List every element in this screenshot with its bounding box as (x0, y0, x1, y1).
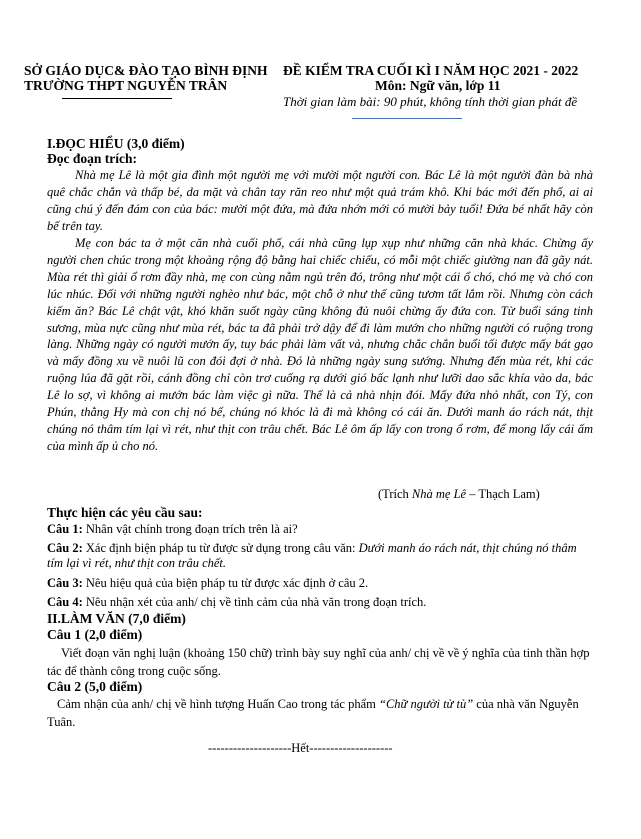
exam-duration: Thời gian làm bài: 90 phút, không tính thời gian phát đề (283, 94, 578, 109)
question-1-text: Nhân vật chính trong đoạn trích trên là ai? (82, 522, 298, 536)
questions-heading: Thực hiện các yêu cầu sau: (47, 505, 203, 520)
question-1 (47, 522, 593, 537)
writing-heading: II.LÀM VĂN (7,0 điểm) (47, 611, 186, 626)
passage-paragraph-2: Mẹ con bác ta ở một căn nhà cuối phố, cái nhà cũng lụp xụp như những căn nhà khác. Chừng ấy người chen chúc trong một khoảng rộng độ bằng hai chiếc chiếu, có mỗi một chiếc giường nan đã gãy nát. Mùa rét thì giải ổ rơm đầy nhà, mẹ con cùng nằm ngủ trên đó, trông như một cái ổ chó, chó mẹ và chó con lúc nhúc. Đối với những người nghèo như bác, một chỗ ở như thế cũng tươm tất lắm rồi. Nhưng còn cách kiếm ăn? Bác Lê chật vật, khó khăn suốt ngày cũng không đủ nuôi chừng ấy đứa con. Từ buổi sáng tinh sương, mùa nực cũng như mùa rét, bác ta đã phải trở dậy để đi làm mướn cho những người có ruộng trong làng. Những ngày có người mướn ấy, tuy bác phải làm vất vả, nhưng chắc chắn buổi tối được mấy bát gạo và mấy đồng xu về nuôi lũ con đói đợi ở nhà. Đó là những ngày sung sướng. Nhưng đến mùa rét, khi các ruộng lúa đã gặt rồi, cánh đồng chỉ còn trơ cuống rạ dưới gió bấc lạnh như lưỡi dao sắc khía vào da, bác Lê lo sợ, vì không ai mướn bác làm việc gì nữa. Thế là cả nhà nhịn đói. Mấy đứa nhỏ nhất, con Tý, con Phún, thằng Hy mà con chị nó bế, chúng nó khóc lả đi mà không có cái ăn. Dưới manh áo rách nát, thịt chúng nó thâm tím lại vì rét, như thịt con trâu chết. Bác Lê ôm ấp lấy con trong ổ rơm, để mong lấy cái ấm của mình ấp ủ cho nó. (47, 236, 593, 453)
end-mark: --------------------Hết-------------------- (208, 741, 393, 755)
department-name: SỞ GIÁO DỤC& ĐÀO TẠO BÌNH ĐỊNH (24, 63, 268, 78)
writing-question-1-text: Viết đoạn văn nghị luận (khoảng 150 chữ) trình bày suy nghĩ của anh/ chị về về ý nghĩa của tinh thần hợp tác để thành công trong cuộc sống. (47, 646, 590, 678)
question-2-text: Xác định biện pháp tu từ được sử dụng trong câu văn: (82, 541, 359, 555)
writing-question-1-heading: Câu 1 (2,0 điểm) (47, 627, 143, 642)
question-4 (47, 595, 593, 610)
header-right-divider (352, 118, 462, 119)
school-name: TRƯỜNG THPT NGUYỄN TRÂN (24, 78, 228, 93)
question-4-label: Câu 4: (47, 595, 83, 609)
writing-question-2-text-b: của nhà văn Nguyễn Tuân. (47, 697, 579, 729)
citation-title: Nhà mẹ Lê (411, 487, 467, 501)
writing-question-2-heading: Câu 2 (5,0 điểm) (47, 679, 143, 694)
question-1-label: Câu 1: (47, 522, 83, 536)
question-3 (47, 576, 593, 591)
question-4-text: Nêu nhận xét của anh/ chị về tình cảm của nhà văn trong đoạn trích. (82, 595, 427, 609)
question-3-label: Câu 3: (47, 576, 83, 590)
writing-question-2-text-a: Cảm nhận của anh/ chị về hình tượng Huấn Cao trong tác phẩm (57, 697, 379, 711)
citation-prefix: (Trích (378, 487, 412, 501)
passage-paragraph-1: Nhà mẹ Lê là một gia đình một người mẹ với mười một người con. Bác Lê là một người đàn bà nhà quê chắc chắn và thấp bé, da mặt và chân tay răn reo như một quả trám khô. Khi bác mới đến phố, ai ai cũng chú ý đến đám con của bác: mười một đứa, mà đứa nhớn mới có mười bảy tuổi! Đứa bé nhất hãy còn bế trên tay. (47, 168, 593, 233)
writing-question-2-text (47, 695, 593, 731)
exam-title: ĐỀ KIỂM TRA CUỐI KÌ I NĂM HỌC 2021 - 2022 (283, 63, 579, 78)
header-left-divider (62, 98, 172, 99)
reading-subheading: Đọc đoạn trích: (47, 151, 137, 166)
writing-question-2-title: “Chữ người tử tù” (379, 697, 474, 711)
question-2-quote: Dưới manh áo rách nát, thịt chúng nó thâm tím lại vì rét, như thịt con trâu chết. (47, 541, 577, 570)
passage-citation (378, 487, 540, 502)
exam-subject: Môn: Ngữ văn, lớp 11 (375, 78, 501, 93)
citation-suffix: – Thạch Lam) (466, 487, 540, 501)
reading-heading: I.ĐỌC HIỂU (3,0 điểm) (47, 136, 185, 151)
question-2 (47, 541, 593, 571)
question-3-text: Nêu hiệu quả của biện pháp tu từ được xác định ở câu 2. (82, 576, 369, 590)
question-2-label: Câu 2: (47, 541, 83, 555)
